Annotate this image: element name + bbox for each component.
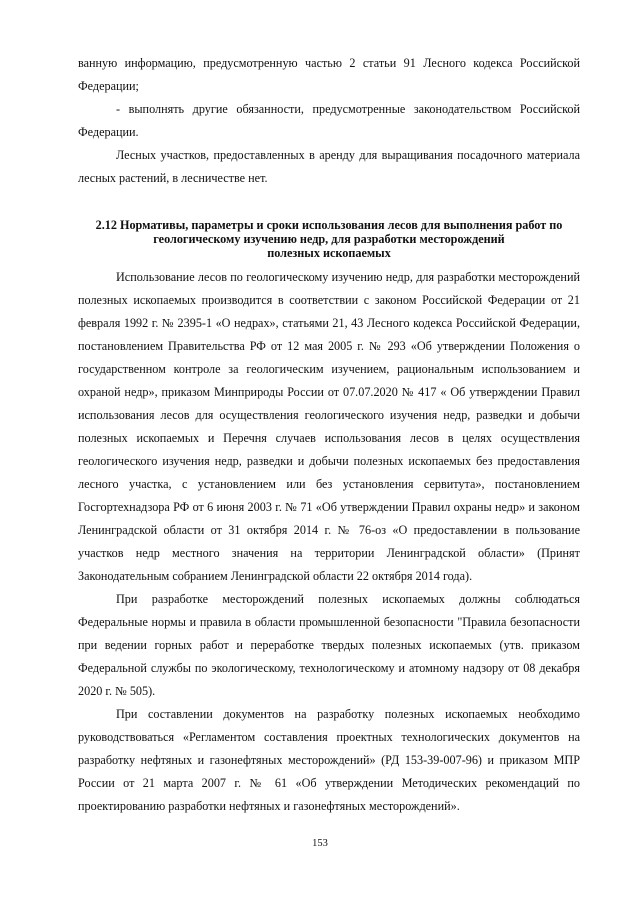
intro-paragraph-3: Лесных участков, предоставленных в аренду для выращивания посадочного материала лесных растений, в лесничестве нет. <box>78 148 580 185</box>
section-heading-line-2: геологическому изучению недр, для разработки месторождений <box>153 232 505 246</box>
intro-paragraph-1: ванную информацию, предусмотренную частью 2 статьи 91 Лесного кодекса Российской Федерации; <box>78 56 580 93</box>
intro-paragraph-2: - выполнять другие обязанности, предусмотренные законодательством Российской Федерации. <box>78 102 580 139</box>
section-paragraph-3: При составлении документов на разработку полезных ископаемых необходимо руководствоваться «Регламентом составления проектных технологических документов на разработку нефтяных и газонефтяных месторождений» (РД 153-39-007-96) и приказом МПР России от 21 марта 2007 г. № 61 «Об утверждении Методических рекомендаций по проектированию разработки нефтяных и газонефтяных месторождений». <box>78 707 580 813</box>
document-page <box>78 52 580 818</box>
section-paragraph-2: При разработке месторождений полезных ископаемых должны соблюдаться Федеральные нормы и правила в области промышленной безопасности "Правила безопасности при ведении горных работ и переработке твердых полезных ископаемых (утв. приказом Федеральной службы по экологическому, технологическому и атомному надзору от 08 декабря 2020 г. № 505). <box>78 592 580 698</box>
section-heading-line-1: 2.12 Нормативы, параметры и сроки использования лесов для выполнения работ по <box>95 218 563 232</box>
section-heading-line-3: полезных ископаемых <box>267 246 391 260</box>
page-number: 153 <box>312 838 328 849</box>
section-heading <box>78 218 580 260</box>
section-body <box>78 266 580 818</box>
section-paragraph-1: Использование лесов по геологическому изучению недр, для разработки месторождений полезных ископаемых производится в соответствии с законом Российской Федерации от 21 февраля 1992 г. № 2395-1 «О недрах», статьями 21, 43 Лесного кодекса Российской Федерации, постановлением Правительства РФ от 12 мая 2005 г. № 293 «Об утверждении Положения о государственном контроле за геологическим изучением, рациональным использованием и охраной недр», приказом Минприроды России от 07.07.2020 № 417 « Об утверждении Правил использования лесов для осуществления геологического изучения недр, разведки и добычи полезных ископаемых и Перечня случаев использования лесов в целях осуществления геологического изучения недр, разведки и добычи полезных ископаемых без предоставления лесного участка, с установлением или без установления сервитута», постановлением Госгортехнадзора РФ от 6 июня 2003 г. № 71 «Об утверждении Правил охраны недр» и законом Ленинградской области от 31 октября 2014 г. № 76-оз «О предоставлении в пользование участков недр местного значения на территории Ленинградской области» (Принят Законодательным собранием Ленинградской области 22 октября 2014 года). <box>78 270 580 583</box>
